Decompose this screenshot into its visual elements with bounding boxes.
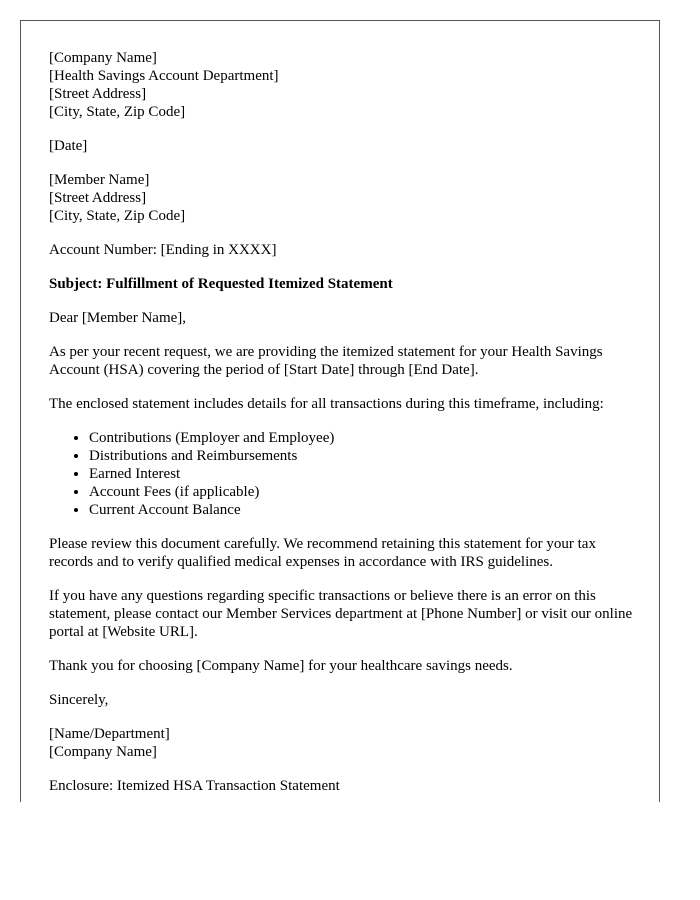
- sender-city-state-zip: [City, State, Zip Code]: [49, 104, 186, 120]
- letter-date: [Date]: [49, 138, 88, 154]
- salutation: Dear [Member Name],: [49, 310, 187, 326]
- thanks-paragraph: Thank you for choosing [Company Name] for your healthcare savings needs.: [49, 658, 513, 674]
- list-item: • Contributions (Employer and Employee): [89, 429, 633, 447]
- intro-paragraph: As per your recent request, we are providing the itemized statement for your Health Savings Account (HSA) covering the period of [Start Date] through [End Date].: [49, 344, 603, 378]
- review-paragraph: Please review this document carefully. We recommend retaining this statement for your tax records and to verify qualified medical expenses in accordance with IRS guidelines.: [49, 536, 596, 570]
- subject-line: Subject: Fulfillment of Requested Itemized Statement: [49, 276, 393, 292]
- list-item: • Earned Interest: [89, 465, 633, 483]
- list-item: • Distributions and Reimbursements: [89, 447, 633, 465]
- closing: Sincerely,: [49, 692, 109, 708]
- questions-paragraph: If you have any questions regarding specific transactions or believe there is an error on this statement, please contact our Member Services department at [Phone Number] or visit our online portal at [Website URL].: [49, 588, 633, 640]
- sender-company: [Company Name]: [49, 50, 157, 66]
- sender-street: [Street Address]: [49, 86, 147, 102]
- recipient-address: [49, 171, 633, 225]
- account-number: Account Number: [Ending in XXXX]: [49, 242, 277, 258]
- recipient-name: [Member Name]: [49, 172, 150, 188]
- sender-address: [49, 49, 633, 121]
- list-item: • Current Account Balance: [89, 501, 633, 519]
- transaction-item-list: [49, 429, 633, 519]
- letter-page: [20, 20, 660, 802]
- enclosure-line: Enclosure: Itemized HSA Transaction Statement: [49, 778, 340, 794]
- includes-paragraph: The enclosed statement includes details for all transactions during this timeframe, including:: [49, 396, 604, 412]
- recipient-street: [Street Address]: [49, 190, 147, 206]
- letter-body: [49, 49, 633, 802]
- sender-department: [Health Savings Account Department]: [49, 68, 279, 84]
- recipient-city-state-zip: [City, State, Zip Code]: [49, 208, 186, 224]
- list-item: • Account Fees (if applicable): [89, 483, 633, 501]
- signature-name-department: [Name/Department]: [49, 726, 170, 742]
- signature-company: [Company Name]: [49, 744, 157, 760]
- signature-block: [49, 725, 633, 761]
